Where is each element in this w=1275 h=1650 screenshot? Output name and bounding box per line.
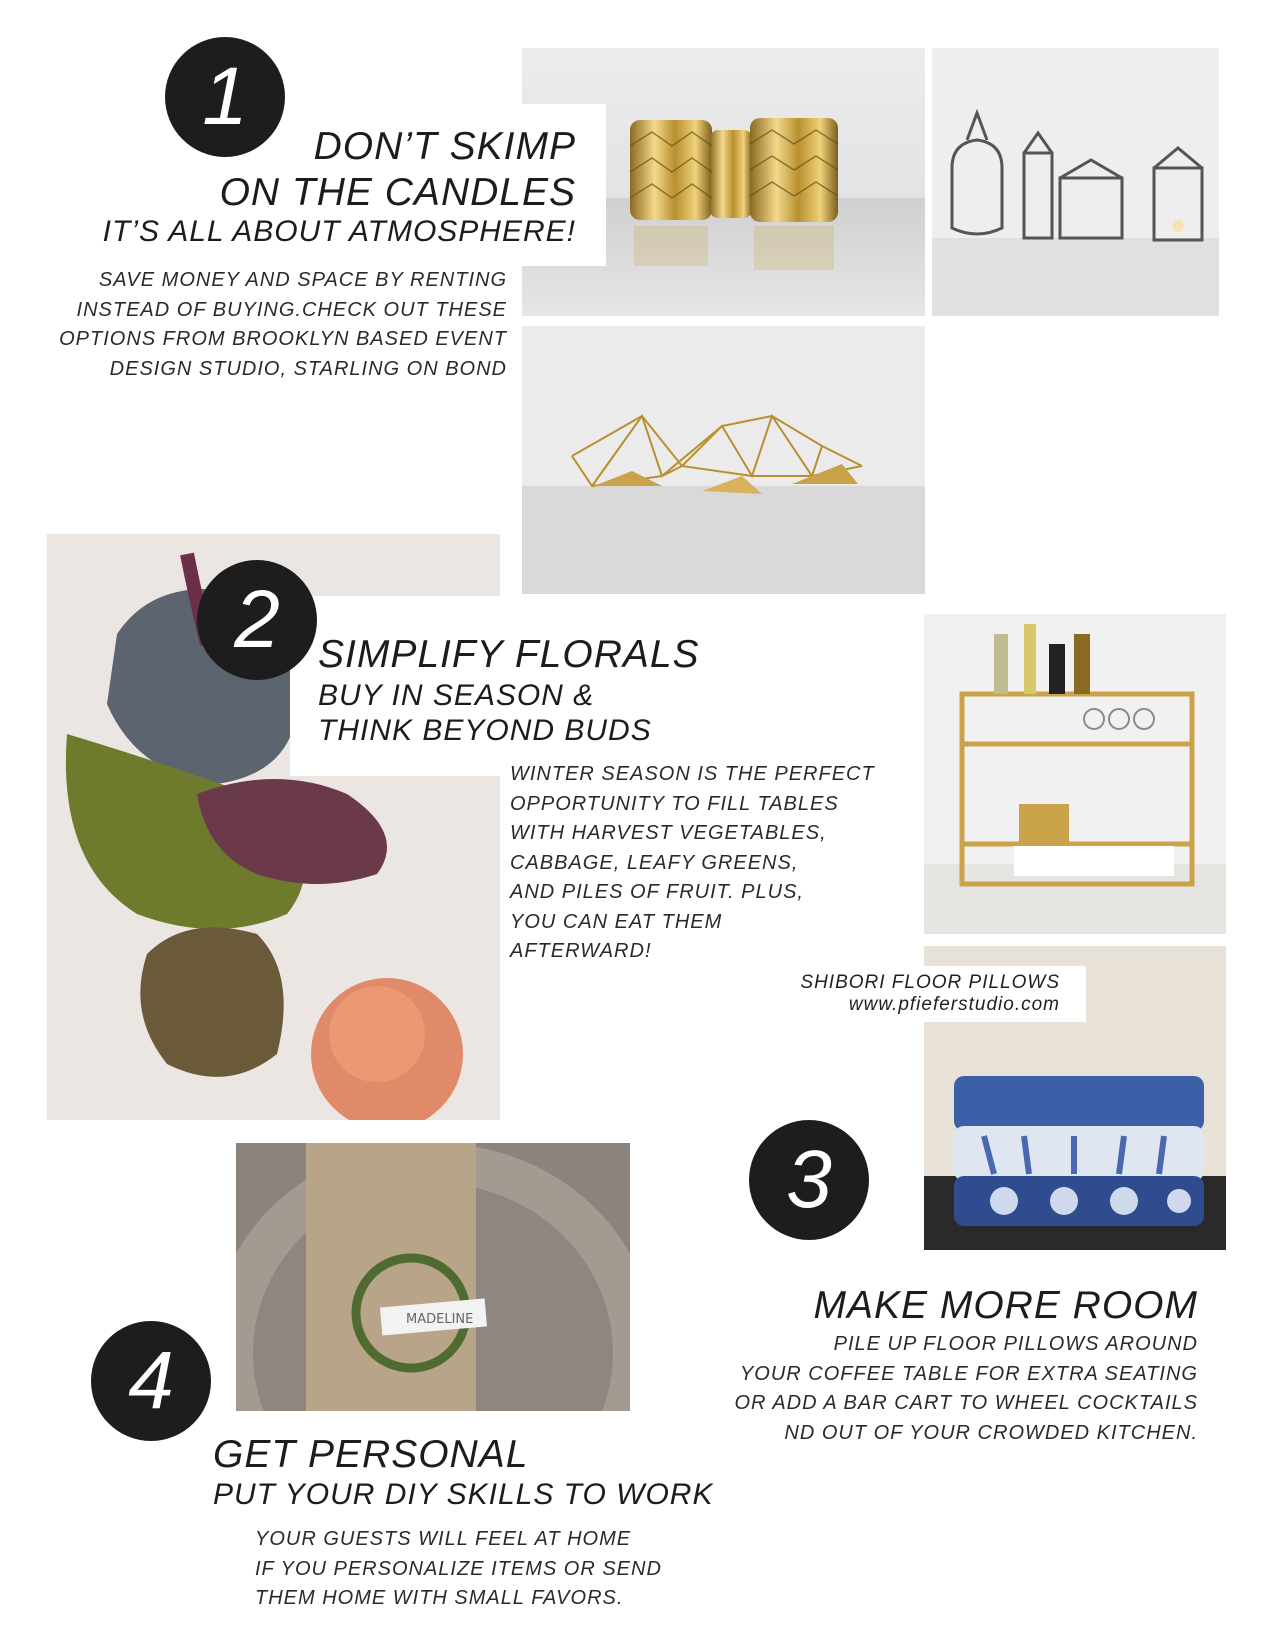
caption-url: www.pfieferstudio.com [848,994,1060,1015]
section1-body-line-1: SAVE MONEY AND SPACE BY RENTING [98,269,507,291]
section1-body-line-2: INSTEAD OF BUYING.CHECK OUT THESE [76,298,507,321]
section1-body [20,266,507,384]
section3-body [640,1330,1198,1448]
section3-body-line-4: ND OUT OF YOUR CROWDED KITCHEN. [784,1421,1198,1444]
section1-number-badge: 1 [165,37,285,157]
section2-body-line-6: YOU CAN EAT THEM [510,910,723,933]
section4-body-line-1: YOUR GUESTS WILL FEEL AT HOME [255,1528,632,1550]
section3-body-line-2: YOUR COFFEE TABLE FOR EXTRA SEATING [739,1362,1198,1385]
section2-number-badge: 2 [197,560,317,680]
section4-subtitle: PUT YOUR DIY SKILLS TO WORK [213,1478,714,1511]
section1-body-line-4: DESIGN STUDIO, STARLING ON BOND [109,357,507,380]
section2-body-line-5: AND PILES OF FRUIT. PLUS, [510,881,804,903]
section4-body-line-3: THEM HOME WITH SMALL FAVORS. [255,1587,624,1609]
place-setting-photo [236,1143,630,1411]
lanterns-photo [932,48,1219,316]
section4-number-badge: 4 [91,1321,211,1441]
section1-body-line-3: OPTIONS FROM BROOKLYN BASED EVENT [59,328,507,350]
section3-number-badge: 3 [749,1120,869,1240]
section2-body-line-3: WITH HARVEST VEGETABLES, [510,822,827,844]
section2-title: SIMPLIFY FLORALS [318,633,700,676]
section2-body-line-2: OPPORTUNITY TO FILL TABLES [510,792,839,815]
geometric-sculpture-photo [522,326,925,594]
section2-body [510,760,875,967]
section1-title-line-2: ON THE CANDLES [219,171,576,214]
section3-body-line-3: OR ADD A BAR CART TO WHEEL COCKTAILS [734,1392,1198,1414]
section4-body [255,1525,662,1614]
pillows-caption [720,972,1060,1016]
section2-body-line-7: AFTERWARD! [510,940,652,962]
bar-cart-photo [924,614,1226,934]
section1-title-line-1: DON’T SKIMP [313,125,576,168]
section2-subtitle-line-2: THINK BEYOND BUDS [318,714,652,747]
section2-subtitle [318,678,652,748]
section3-body-line-1: PILE UP FLOOR PILLOWS AROUND [833,1333,1198,1355]
section2-body-line-4: CABBAGE, LEAFY GREENS, [510,851,799,874]
section1-subtitle: IT’S ALL ABOUT ATMOSPHERE! [102,215,576,248]
section4-title: GET PERSONAL [213,1433,529,1476]
section3-title: MAKE MORE ROOM [813,1284,1198,1327]
caption-line-1: SHIBORI FLOOR PILLOWS [800,972,1060,993]
place-card-name: MADELINE [406,1312,474,1327]
section1-title [60,124,576,216]
section2-subtitle-line-1: BUY IN SEASON & [318,679,595,712]
section2-body-line-1: WINTER SEASON IS THE PERFECT [510,763,875,785]
section4-body-line-2: IF YOU PERSONALIZE ITEMS OR SEND [255,1557,662,1580]
